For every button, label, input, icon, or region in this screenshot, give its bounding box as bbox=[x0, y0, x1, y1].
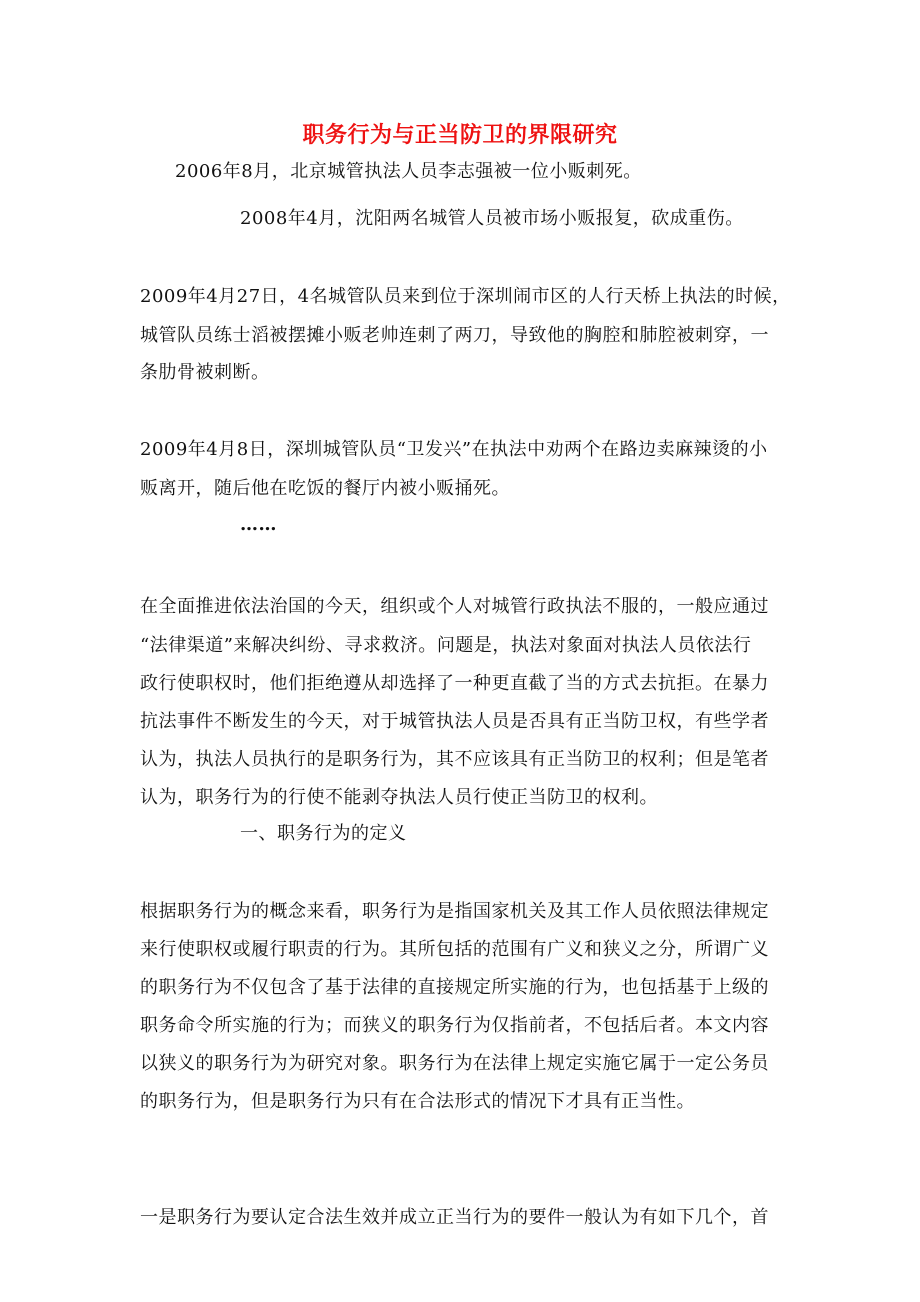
text-line: 抗法事件不断发生的今天，对于城管执法人员是否具有正当防卫权，有些学者 bbox=[140, 711, 769, 732]
text-line: 2009年4月8日，深圳城管队员“卫发兴”在执法中劝两个在路边卖麻辣烫的小 bbox=[140, 439, 768, 460]
text-line: 职务命令所实施的行为；而狭义的职务行为仅指前者，不包括后者。本文内容 bbox=[140, 1015, 769, 1036]
text-line: 2006年8月，北京城管执法人员李志强被一位小贩刺死。 bbox=[175, 161, 642, 182]
text-line: 以狭义的职务行为为研究对象。职务行为在法律上规定实施它属于一定公务员 bbox=[140, 1053, 769, 1074]
text-line: 在全面推进依法治国的今天，组织或个人对城管行政执法不服的，一般应通过 bbox=[140, 596, 769, 617]
text-line: 一是职务行为要认定合法生效并成立正当行为的要件一般认为有如下几个，首 bbox=[140, 1207, 769, 1228]
text-line: 的职务行为，但是职务行为只有在合法形式的情况下才具有正当性。 bbox=[140, 1091, 695, 1112]
text-line: 条肋骨被刺断。 bbox=[140, 362, 270, 383]
text-line: 认为，职务行为的行使不能剥夺执法人员行使正当防卫的权利。 bbox=[140, 787, 658, 808]
text-line: 认为，执法人员执行的是职务行为，其不应该具有正当防卫的权利；但是笔者 bbox=[140, 749, 769, 770]
section-heading: 一、职务行为的定义 bbox=[240, 823, 407, 844]
text-line: 贩离开，随后他在吃饭的餐厅内被小贩捅死。 bbox=[140, 478, 510, 499]
ellipsis: …… bbox=[240, 514, 277, 535]
text-line: 的职务行为不仅包含了基于法律的直接规定所实施的行为，也包括基于上级的 bbox=[140, 977, 769, 998]
text-line: 2009年4月27日，4名城管队员来到位于深圳闹市区的人行天桥上执法的时候， bbox=[140, 286, 791, 307]
text-line: 城管队员练士滔被摆摊小贩老帅连刺了两刀，导致他的胸腔和肺腔被刺穿，一 bbox=[140, 325, 769, 346]
text-line: 政行使职权时，他们拒绝遵从却选择了一种更直截了当的方式去抗拒。在暴力 bbox=[140, 673, 769, 694]
text-line: 根据职务行为的概念来看，职务行为是指国家机关及其工作人员依照法律规定 bbox=[140, 901, 769, 922]
text-line: 来行使职权或履行职责的行为。其所包括的范围有广义和狭义之分，所谓广义 bbox=[140, 939, 769, 960]
text-line: 2008年4月，沈阳两名城管人员被市场小贩报复，砍成重伤。 bbox=[240, 208, 744, 229]
text-line: “法律渠道”来解决纠纷、寻求救济。问题是，执法对象面对执法人员依法行 bbox=[140, 635, 752, 656]
document-title: 职务行为与正当防卫的界限研究 bbox=[302, 123, 618, 148]
